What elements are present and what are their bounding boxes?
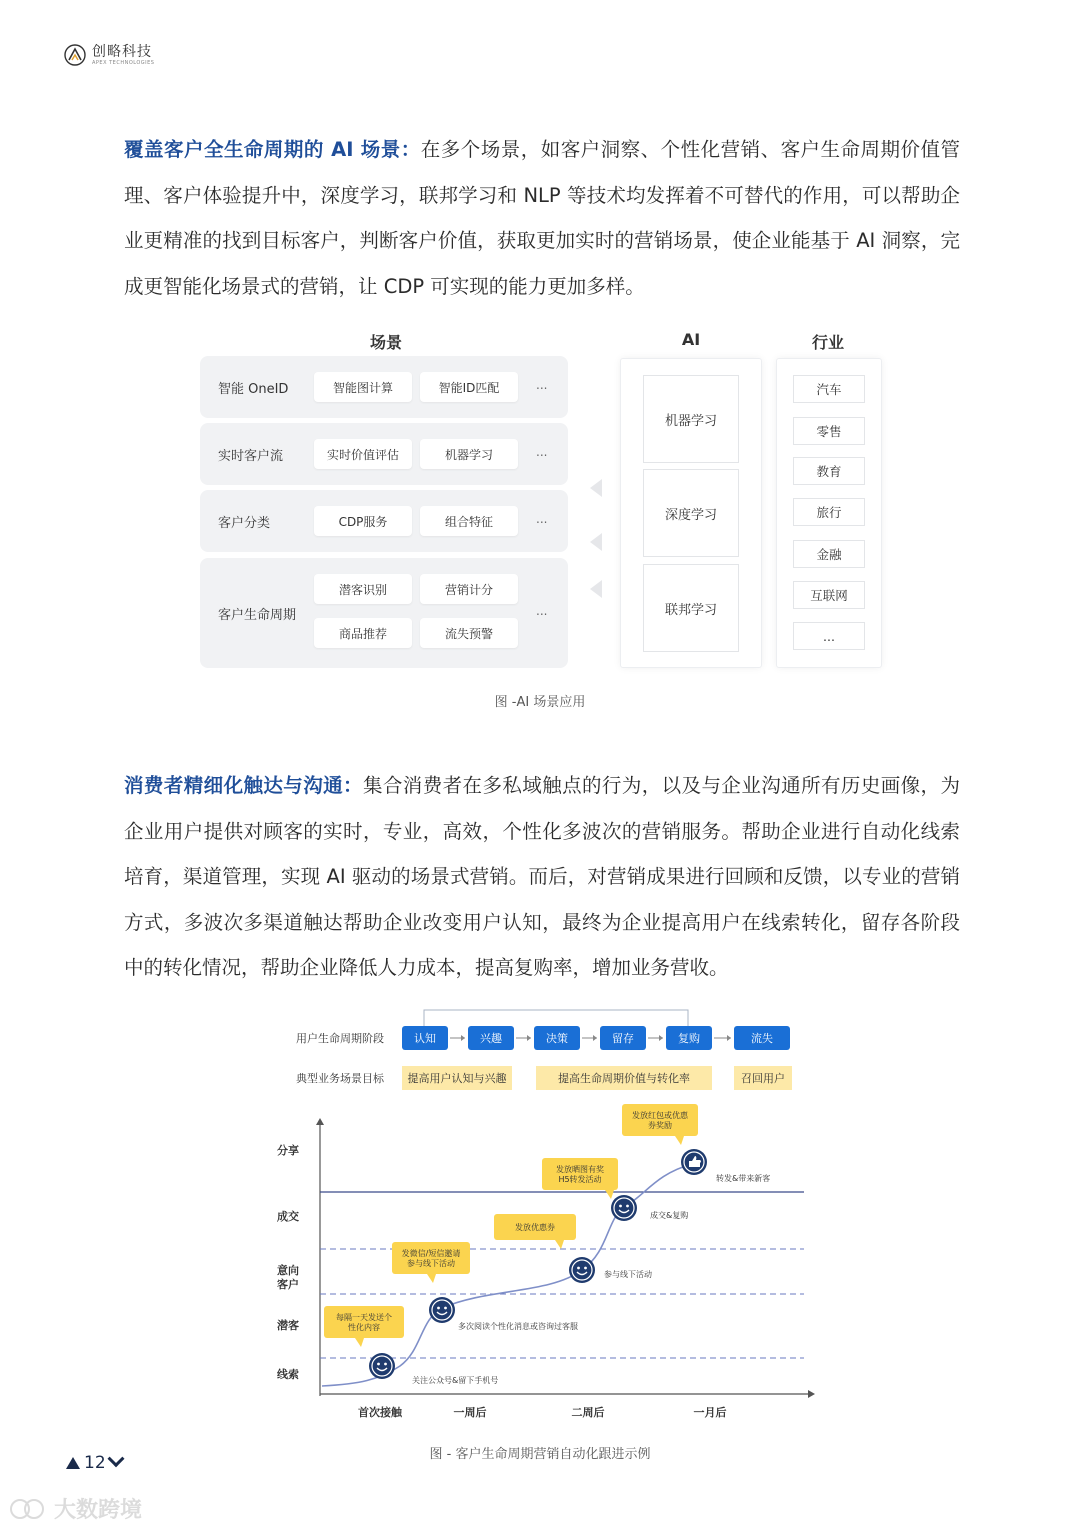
speech-bubble-tail	[427, 1274, 436, 1283]
face-eye	[619, 1205, 622, 1208]
scene-row	[200, 356, 568, 418]
stage-label: 留存	[612, 1032, 634, 1045]
smiley-face-icon	[611, 1195, 637, 1221]
scene-row	[200, 558, 568, 668]
arrow-left-icon	[590, 479, 602, 497]
stage-arrow-head	[593, 1035, 597, 1041]
watermark-text: 大数跨境	[54, 1498, 143, 1523]
scene-chip: 潜客识别	[314, 574, 412, 604]
scene-row-label: 客户分类	[218, 516, 271, 531]
figure-ai-scenes	[196, 326, 888, 676]
industry-box: 互联网	[793, 581, 865, 609]
figure-caption: 图 -AI 场景应用	[494, 695, 586, 710]
face-eye	[577, 1267, 580, 1270]
stage-arrow-head	[461, 1035, 465, 1041]
scene-more: ...	[536, 512, 548, 526]
x-tick-label: 二周后	[571, 1406, 605, 1419]
speech-bubble-text: 发微信/短信邀请参与线下活动	[401, 1249, 461, 1268]
y-level-label: 线索	[277, 1368, 299, 1381]
ai-box: 机器学习	[643, 375, 739, 463]
paragraph-lead: 覆盖客户全生命周期的 AI 场景：	[124, 138, 421, 161]
stage-row-label: 用户生命周期阶段	[296, 1032, 384, 1045]
scene-row	[200, 490, 568, 552]
scene-row	[200, 423, 568, 485]
logo-en-text: APEX TECHNOLOGIES	[92, 59, 155, 66]
event-label: 参与线下活动	[604, 1270, 652, 1279]
scene-chip: 组合特征	[420, 506, 518, 536]
industry-box: 教育	[793, 457, 865, 485]
lifecycle-diagram	[260, 1004, 820, 1424]
ai-box: 联邦学习	[643, 564, 739, 652]
speech-bubble-tail	[675, 1136, 684, 1145]
face-eye	[437, 1307, 440, 1310]
scene-chip: 商品推荐	[314, 618, 412, 648]
paragraph-lead: 消费者精细化触达与沟通：	[124, 774, 363, 797]
industry-box: 旅行	[793, 498, 865, 526]
x-tick-label: 一月后	[693, 1406, 727, 1419]
y-level-label: 潜客	[277, 1319, 299, 1332]
speech-bubble	[324, 1306, 404, 1338]
ai-box: 深度学习	[643, 469, 739, 557]
speech-bubble-text: 发放优惠券	[515, 1223, 555, 1232]
event-label: 成交&复购	[650, 1211, 689, 1220]
scene-more: ...	[536, 445, 548, 459]
speech-bubble-text: 发放晒图有奖 H5转发活动	[556, 1165, 604, 1184]
face-eye	[444, 1307, 447, 1310]
scene-chip: 机器学习	[420, 439, 518, 469]
scene-chip: 营销计分	[420, 574, 518, 604]
arrow-left-icon	[590, 580, 602, 598]
column-title-scene: 场景	[369, 333, 402, 352]
scene-row-label: 智能 OneID	[218, 382, 289, 397]
face-eye	[626, 1205, 629, 1208]
stage-label: 流失	[751, 1032, 773, 1045]
logo-cn-text: 创略科技	[92, 43, 152, 60]
stage-label: 认知	[414, 1032, 436, 1045]
scene-chip: 流失预警	[420, 618, 518, 648]
paragraph-body: 集合消费者在多私域触点的行为，以及与企业沟通所有历史画像，为企业用户提供对顾客的实时，专业，高效，个性化多波次的营销服务。帮助企业进行自动化线索培育，渠道管理，实现 AI 驱动的场景式营销。而后，对营销成果进行回顾和反馈，以专业的营销方式，多波次多渠道触达帮助企业改变用户认知，最终为企业提高用户在线索转化，留存各阶段中的转化情况，帮助企业降低人力成本，提高复购率，增加业务营收。	[124, 774, 960, 979]
stage-arrow-head	[727, 1035, 731, 1041]
column-title-ai: AI	[681, 330, 701, 349]
column-title-industry: 行业	[811, 333, 844, 352]
apex-logo-icon	[64, 44, 86, 66]
y-level-label: 成交	[277, 1210, 299, 1223]
scene-more: ...	[536, 378, 548, 392]
goal-row-label: 典型业务场景目标	[296, 1072, 384, 1085]
x-tick-label: 首次接触	[358, 1406, 402, 1419]
y-level-label: 分享	[277, 1144, 299, 1157]
watermark	[8, 1493, 142, 1524]
event-label: 转发&带来新客	[716, 1174, 771, 1183]
speech-bubble-tail	[605, 1190, 614, 1199]
face-eye	[377, 1363, 380, 1366]
speech-bubble	[622, 1104, 698, 1136]
stage-arrow-head	[659, 1035, 663, 1041]
industry-box: 金融	[793, 540, 865, 568]
chevron-down-icon	[107, 1450, 124, 1467]
arrow-left-icon	[590, 533, 602, 551]
paragraph-body: 在多个场景，如客户洞察、个性化营销、客户生命周期价值管理、客户体验提升中，深度学习，联邦学习和 NLP 等技术均发挥着不可替代的作用，可以帮助企业更精准的找到目标客户，判断客户价值，获取更加实时的营销场景，使企业能基于 AI 洞察，完成更智能化场景式的营销，让 CDP 可实现的能力更加多样。	[124, 138, 960, 298]
watermark-logo-icon	[8, 1496, 48, 1522]
industry-box: ...	[793, 622, 865, 650]
event-label: 多次阅读个性化消息或咨询过客服	[458, 1322, 578, 1331]
scene-chip: 智能ID匹配	[420, 372, 518, 402]
stage-label: 决策	[546, 1032, 568, 1045]
x-axis-arrow	[808, 1390, 815, 1398]
goal-label: 提高生命周期价值与转化率	[558, 1072, 690, 1085]
page-number-text: 12	[84, 1453, 106, 1473]
speech-bubble-tail	[355, 1338, 364, 1347]
figure-caption: 图 - 客户生命周期营销自动化跟进示例	[429, 1447, 651, 1462]
paragraph-ai-scenes	[124, 127, 960, 309]
speech-bubble-text: 每隔一天发送个性化内容	[336, 1313, 392, 1332]
goal-label: 召回用户	[741, 1072, 785, 1085]
industry-panel	[776, 358, 882, 668]
scene-chip: CDP服务	[314, 506, 412, 536]
speech-bubble-tail	[555, 1240, 564, 1249]
loop-connector	[424, 1010, 688, 1026]
header-logo	[64, 44, 154, 66]
scene-chip: 智能图计算	[314, 372, 412, 402]
scene-more: ...	[536, 604, 548, 618]
paragraph-consumer-reach	[124, 763, 960, 991]
x-tick-label: 一周后	[453, 1406, 487, 1419]
face-eye	[584, 1267, 587, 1270]
stage-arrow-head	[527, 1035, 531, 1041]
face-eye	[384, 1363, 387, 1366]
scene-row-label: 客户生命周期	[218, 608, 297, 623]
smiley-face-icon	[369, 1353, 395, 1379]
scene-chip: 实时价值评估	[314, 439, 412, 469]
y-level-label: 意向客户	[277, 1264, 299, 1291]
speech-bubble	[392, 1242, 470, 1274]
y-axis-arrow	[316, 1118, 324, 1125]
stage-label: 兴趣	[480, 1032, 502, 1045]
triangle-up-icon	[66, 1457, 80, 1469]
speech-bubble-text: 发放红包或优惠券奖励	[632, 1111, 688, 1130]
event-label: 关注公众号&留下手机号	[412, 1376, 499, 1385]
page-number	[66, 1453, 122, 1473]
ai-panel	[620, 358, 762, 668]
speech-bubble	[542, 1158, 618, 1190]
scene-row-label: 实时客户流	[218, 449, 284, 464]
industry-box: 汽车	[793, 375, 865, 403]
smiley-face-icon	[429, 1297, 455, 1323]
smiley-face-icon	[569, 1257, 595, 1283]
goal-label: 提高用户认知与兴趣	[407, 1072, 507, 1085]
stage-label: 复购	[678, 1032, 700, 1045]
industry-box: 零售	[793, 417, 865, 445]
figure-lifecycle	[260, 1004, 820, 1424]
